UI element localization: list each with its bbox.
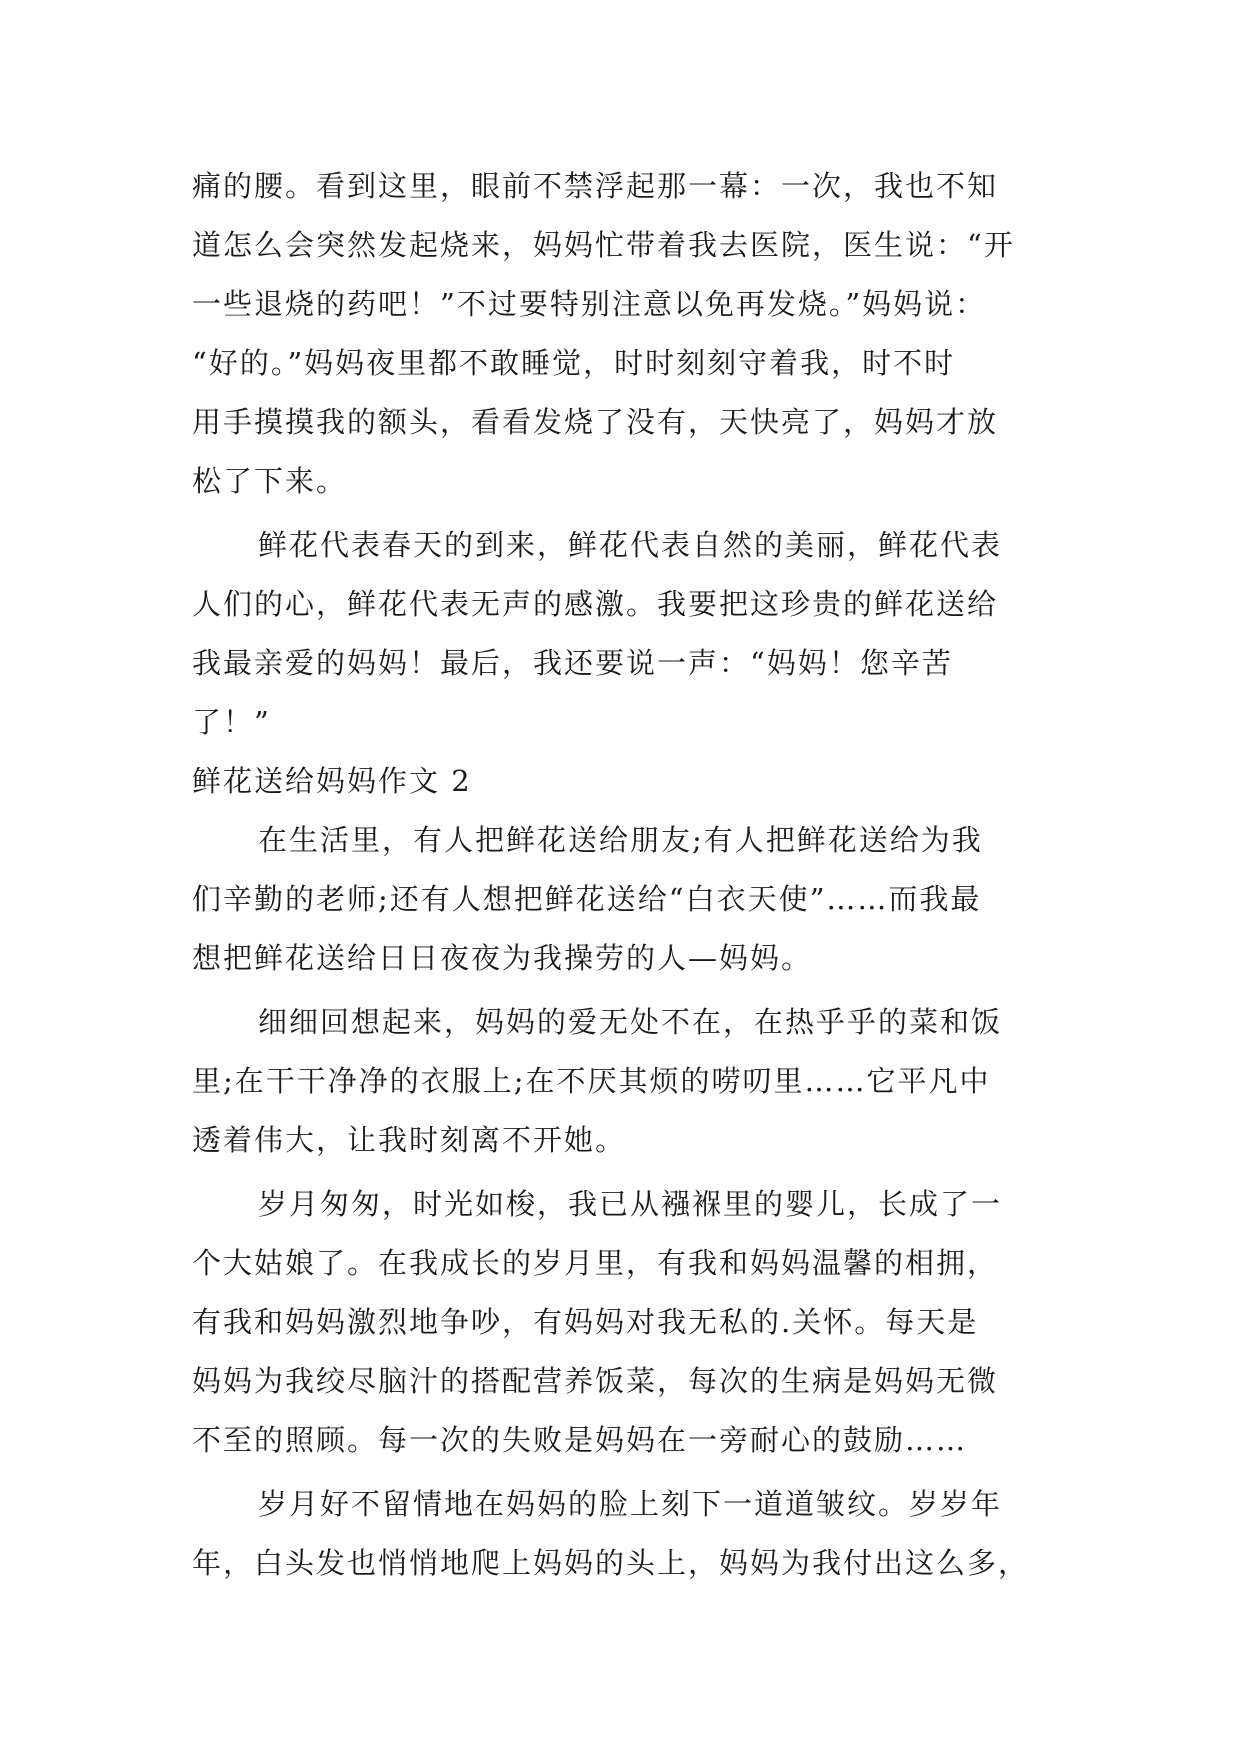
text-line: 里;在干干净净的衣服上;在不厌其烦的唠叨里……它平凡中 [192, 1064, 991, 1098]
section-heading: 鲜花送给妈妈作文 2 [192, 764, 472, 798]
text-line: 透着伟大，让我时刻离不开她。 [192, 1123, 627, 1157]
text-line: 细细回想起来，妈妈的爱无处不在，在热乎乎的菜和饭 [258, 1005, 1003, 1039]
paragraph [192, 157, 1052, 511]
text-line: 用手摸摸我的额头，看看发烧了没有，天快亮了，妈妈才放 [192, 405, 999, 439]
paragraph [192, 811, 1052, 988]
text-line: 年，白头发也悄悄地爬上妈妈的头上，妈妈为我付出这么多， [192, 1546, 1030, 1580]
paragraph [192, 1475, 1052, 1593]
paragraph [192, 516, 1052, 752]
text-line: 岁月匆匆，时光如梭，我已从襁褓里的婴儿，长成了一 [258, 1187, 1003, 1221]
text-line: 妈妈为我绞尽脑汁的搭配营养饭菜，每次的生病是妈妈无微 [192, 1364, 999, 1398]
text-line: 一些退烧的药吧！”不过要特别注意以免再发烧。”妈妈说： [192, 287, 987, 321]
document-body [192, 157, 1052, 1593]
text-line: 在生活里，有人把鲜花送给朋友;有人把鲜花送给为我 [258, 823, 983, 857]
text-line: 个大姑娘了。在我成长的岁月里，有我和妈妈温馨的相拥， [192, 1246, 999, 1280]
text-line: “好的。”妈妈夜里都不敢睡觉，时时刻刻守着我，时不时 [192, 346, 956, 380]
text-line: 道怎么会突然发起烧来，妈妈忙带着我去医院，医生说：“开 [192, 228, 1015, 262]
text-line: 鲜花代表春天的到来，鲜花代表自然的美丽，鲜花代表 [258, 528, 1003, 562]
text-line: 松了下来。 [192, 464, 348, 498]
text-line: 不至的照顾。每一次的失败是妈妈在一旁耐心的鼓励…… [192, 1423, 968, 1457]
paragraph [192, 1175, 1052, 1470]
text-line: 有我和妈妈激烈地争吵，有妈妈对我无私的.关怀。每天是 [192, 1305, 979, 1339]
text-line: 我最亲爱的妈妈！最后，我还要说一声：“妈妈！您辛苦 [192, 646, 953, 680]
paragraph [192, 993, 1052, 1170]
text-line: 痛的腰。看到这里，眼前不禁浮起那一幕：一次，我也不知 [192, 169, 999, 203]
text-line: 岁月好不留情地在妈妈的脸上刻下一道道皱纹。岁岁年 [258, 1487, 1003, 1521]
text-line: 人们的心，鲜花代表无声的感激。我要把这珍贵的鲜花送给 [192, 587, 999, 621]
text-line: 了！” [192, 705, 271, 739]
text-line: 们辛勤的老师;还有人想把鲜花送给“白衣天使”……而我最 [192, 882, 982, 916]
text-line: 想把鲜花送给日日夜夜为我操劳的人—妈妈。 [192, 941, 813, 975]
